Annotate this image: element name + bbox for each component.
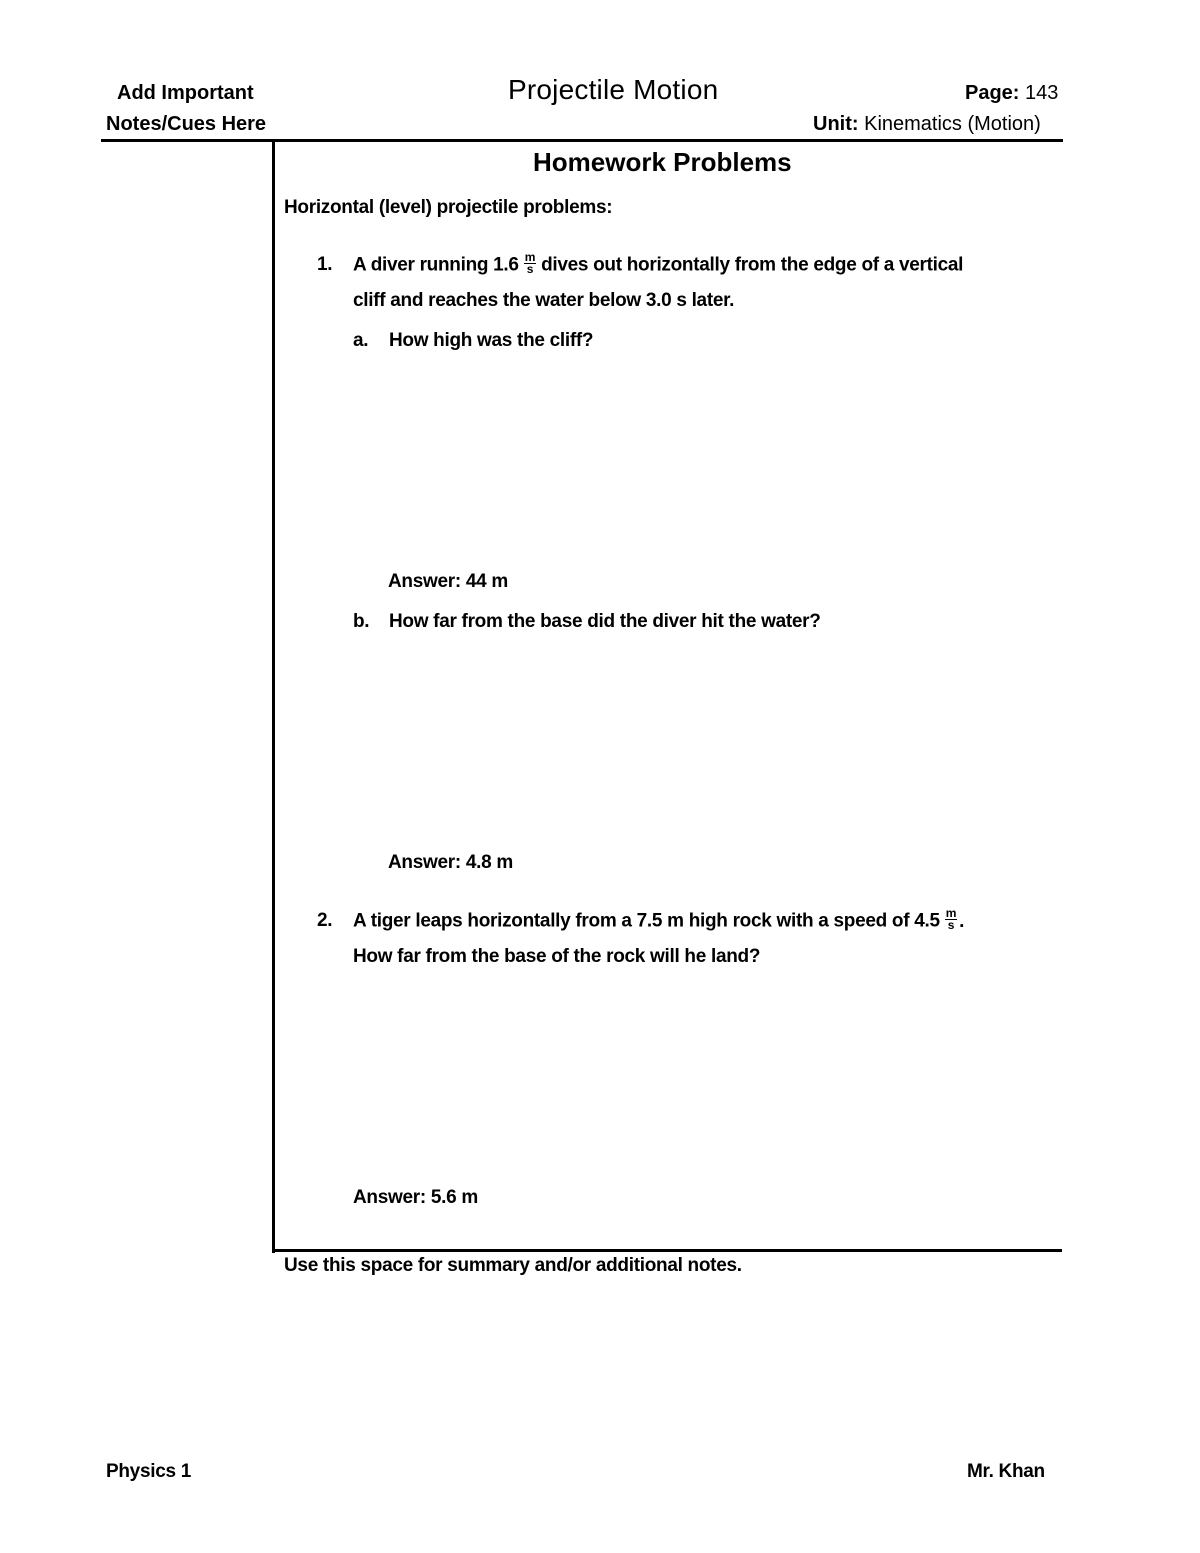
page-number: 143 xyxy=(1025,82,1059,104)
problem-text-before: A diver running 1.6 xyxy=(353,254,519,276)
unit-fraction xyxy=(524,252,536,275)
unit-fraction xyxy=(945,908,957,931)
part-question: How high was the cliff? xyxy=(389,330,594,351)
problem-text-line2: How far from the base of the rock will he land? xyxy=(353,946,761,967)
problem-number: 2. xyxy=(317,910,333,931)
cue-column-divider xyxy=(272,141,275,1253)
problem-text-after: . xyxy=(959,910,965,932)
part-answer: Answer: 4.8 m xyxy=(388,852,513,873)
problem-text-line1 xyxy=(353,250,964,277)
unit-numerator: m xyxy=(945,906,957,920)
part-answer: Answer: 44 m xyxy=(388,571,508,592)
part-question: How far from the base did the diver hit the water? xyxy=(389,611,821,632)
header-rule xyxy=(101,139,1063,142)
summary-rule xyxy=(272,1249,1062,1252)
page-label: Page: xyxy=(965,82,1020,104)
problem-number: 1. xyxy=(317,254,333,275)
notes-cue-label-line1: Add Important xyxy=(117,82,254,104)
problem-text-after: dives out horizontally from the edge of a vertical xyxy=(541,254,964,276)
footer-teacher: Mr. Khan xyxy=(967,1461,1045,1482)
unit-denominator: s xyxy=(526,262,534,276)
problem-text-before: A tiger leaps horizontally from a 7.5 m high rock with a speed of 4.5 xyxy=(353,910,940,932)
unit-field xyxy=(813,113,1041,136)
unit-label: Unit: xyxy=(813,113,859,135)
footer-course: Physics 1 xyxy=(106,1461,191,1482)
unit-value: Kinematics (Motion) xyxy=(864,113,1041,135)
page-number-field xyxy=(965,82,1058,105)
part-letter: a. xyxy=(353,330,369,351)
problem-text-line1 xyxy=(353,906,965,933)
unit-denominator: s xyxy=(947,918,955,932)
summary-prompt: Use this space for summary and/or additional notes. xyxy=(284,1255,742,1276)
problem-text-line2: cliff and reaches the water below 3.0 s later. xyxy=(353,290,735,311)
page-title: Projectile Motion xyxy=(508,74,719,105)
unit-numerator: m xyxy=(524,250,536,264)
section-heading: Homework Problems xyxy=(533,147,792,177)
problem-answer: Answer: 5.6 m xyxy=(353,1187,478,1208)
part-letter: b. xyxy=(353,611,370,632)
section-subheading: Horizontal (level) projectile problems: xyxy=(284,197,613,218)
notes-cue-label-line2: Notes/Cues Here xyxy=(106,113,267,135)
